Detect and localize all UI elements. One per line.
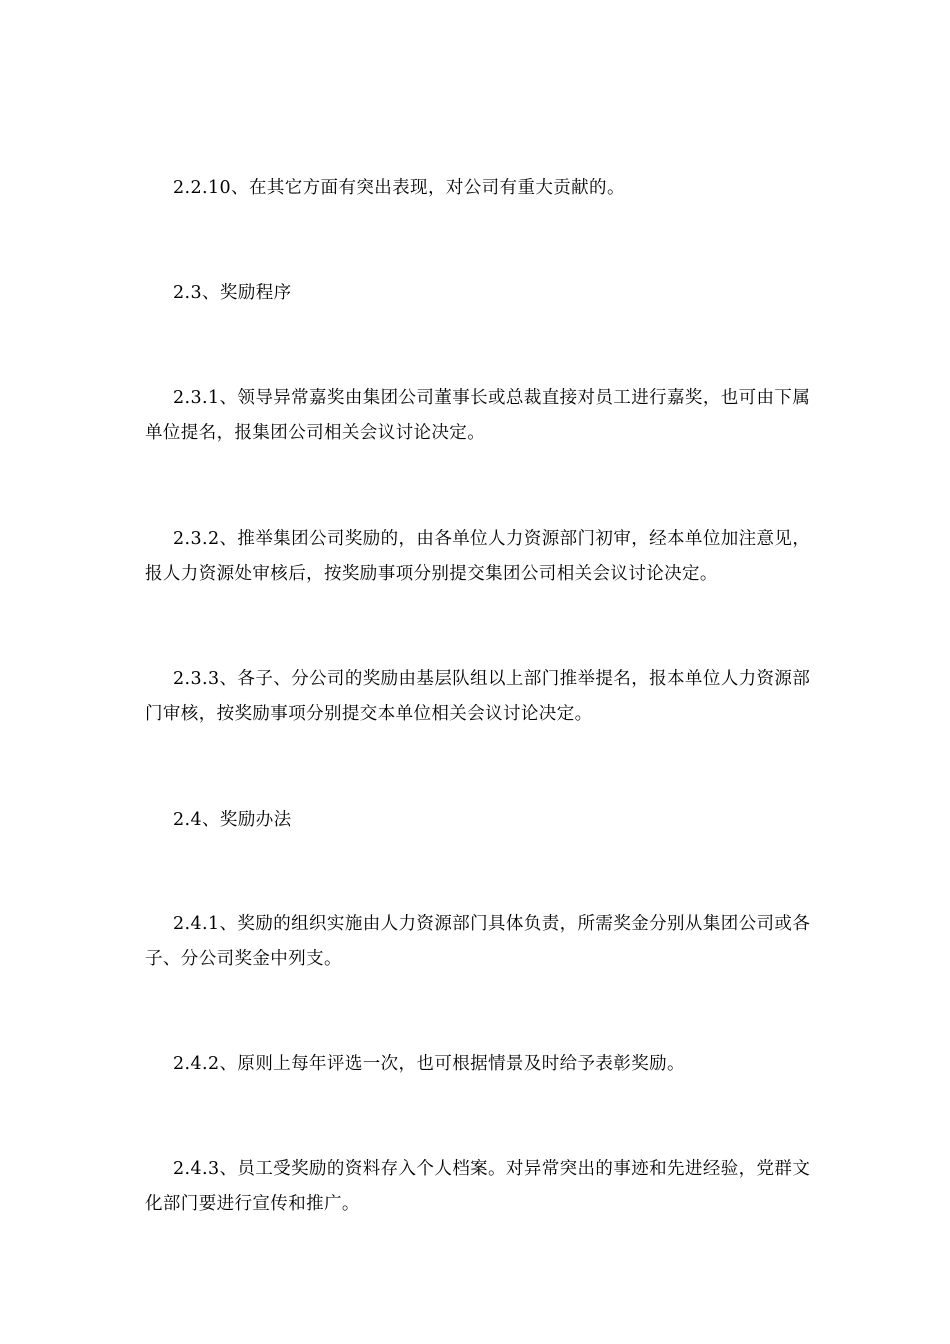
heading-2-3-reward-procedure: 2.3、奖励程序 (173, 282, 292, 303)
paragraph-2-4-1: 2.4.1、奖励的组织实施由人力资源部门具体负责，所需奖金分别从集团公司或各子、分公司奖金中列支。 (145, 913, 811, 969)
paragraph-2-2-10: 2.2.10、在其它方面有突出表现，对公司有重大贡献的。 (173, 177, 625, 198)
paragraph-2-4-3: 2.4.3、员工受奖励的资料存入个人档案。对异常突出的事迹和先进经验，党群文化部门要进行宣传和推广。 (145, 1158, 811, 1214)
heading-2-4-reward-method: 2.4、奖励办法 (173, 809, 292, 830)
paragraph-2-3-2: 2.3.2、推举集团公司奖励的，由各单位人力资源部门初审，经本单位加注意见，报人力资源处审核后，按奖励事项分别提交集团公司相关会议讨论决定。 (145, 528, 811, 584)
paragraph-2-4-2: 2.4.2、原则上每年评选一次，也可根据情景及时给予表彰奖励。 (173, 1053, 685, 1074)
paragraph-2-3-1: 2.3.1、领导异常嘉奖由集团公司董事长或总裁直接对员工进行嘉奖，也可由下属单位提名，报集团公司相关会议讨论决定。 (145, 387, 811, 443)
paragraph-2-3-3: 2.3.3、各子、分公司的奖励由基层队组以上部门推举提名，报本单位人力资源部门审核，按奖励事项分别提交本单位相关会议讨论决定。 (145, 668, 811, 724)
